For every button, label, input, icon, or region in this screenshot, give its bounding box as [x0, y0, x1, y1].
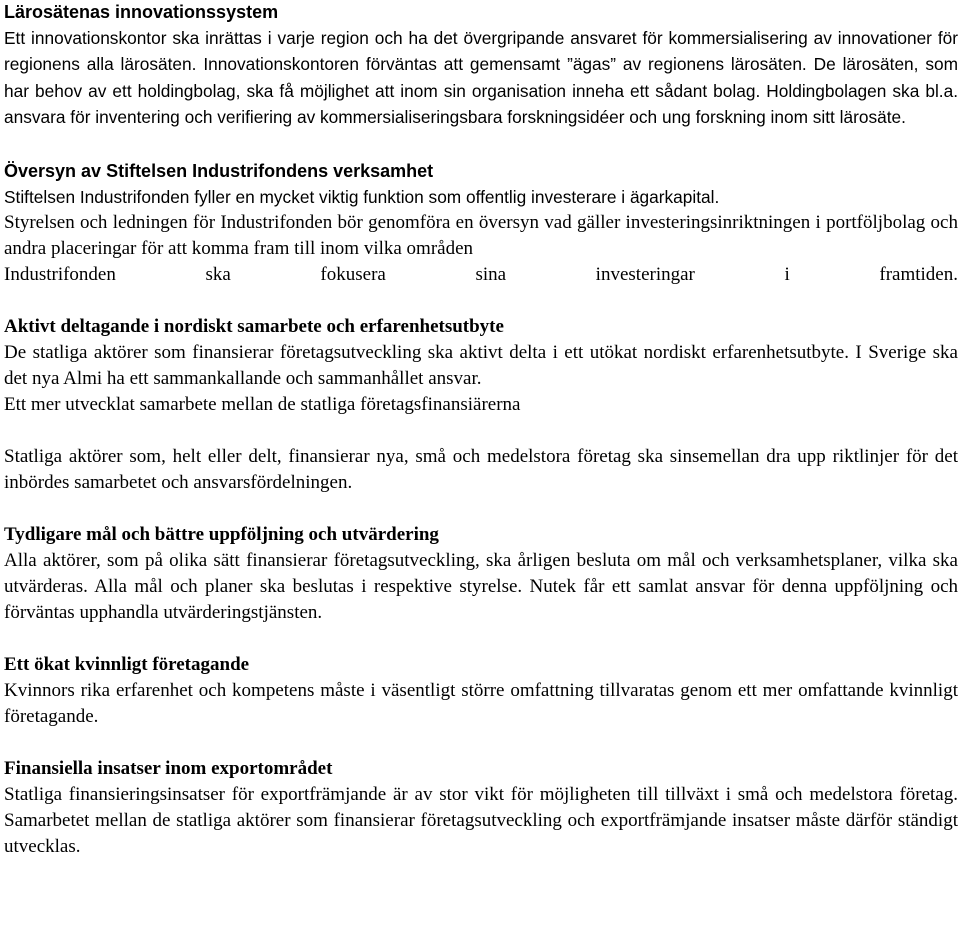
section-body: Statliga finansieringsinsatser för exportfrämjande är av stor vikt för möjligheten till tillväxt i små och medelstora företag. Samarbetet mellan de statliga aktörer som finansierar företagsutveckling och exportfrämjande insatser måste därför ständigt utvecklas.: [4, 784, 958, 858]
section-heading: Aktivt deltagande i nordiskt samarbete och erfarenhetsutbyte: [4, 316, 504, 338]
section-mal-och-uppfoljning: [4, 522, 958, 626]
section-body: Styrelsen och ledningen för Industrifonden bör genomföra en översyn vad gäller investeringsinriktningen i portföljbolag och andra placeringar för att komma fram till inom vilka områden: [4, 212, 958, 260]
section-nordiskt-samarbete: [4, 314, 958, 496]
section-larosatenas-innovationssystem: [4, 0, 958, 130]
section-heading: Finansiella insatser inom exportområdet: [4, 758, 333, 780]
section-heading: Översyn av Stiftelsen Industrifondens verksamhet: [4, 161, 434, 182]
section-exportomradet: [4, 756, 958, 860]
section-body: Ett innovationskontor ska inrättas i varje region och ha det övergripande ansvaret för kommersialisering av innovationer för regionens alla lärosäten. Innovationskontoren förväntas att gemensamt ”ägas” av regionens lärosäten. De lärosäten, som har behov av ett holdingbolag, ska få möjlighet att inom sin organisation inneha ett sådant bolag. Holdingbolagen ska bl.a. ansvara för inventering och verifiering av kommersialiseringsbara forskningsidéer och ung forskning inom sitt lärosäte.: [4, 28, 958, 127]
section-subline: Ett mer utvecklat samarbete mellan de statliga företagsfinansiärerna: [4, 394, 521, 416]
section-body-line1: Stiftelsen Industrifonden fyller en mycket viktig funktion som offentlig investerare i ägarkapital.: [4, 187, 720, 208]
section-body: Alla aktörer, som på olika sätt finansierar företagsutveckling, ska årligen besluta om mål och verksamhetsplaner, vilka ska utvärderas. Alla mål och planer ska beslutas i respektive styrelse. Nutek får ett samlat ansvar för denna uppföljning och förväntas upphandla utvärderingstjänsten.: [4, 550, 958, 624]
section-body: De statliga aktörer som finansierar företagsutveckling ska aktivt delta i ett utökat nordiskt erfarenhetsutbyte. I Sverige ska det nya Almi ha ett sammankallande och sammanhållet ansvar.: [4, 342, 958, 390]
section-body-last-line: Industrifonden ska fokusera sina investeringar i framtiden.: [4, 264, 958, 286]
section-heading: Lärosätenas innovationssystem: [4, 2, 279, 22]
section-kvinnligt-foretagande: [4, 652, 958, 730]
section-industrifonden: [4, 158, 958, 288]
section-heading: Ett ökat kvinnligt företagande: [4, 654, 250, 676]
section-heading: Tydligare mål och bättre uppföljning och utvärdering: [4, 524, 439, 546]
section-body: Kvinnors rika erfarenhet och kompetens måste i väsentligt större omfattning tillvaratas genom ett mer omfattande kvinnligt företagande.: [4, 680, 958, 728]
section-body-2: Statliga aktörer som, helt eller delt, finansierar nya, små och medelstora företag ska sinsemellan dra upp riktlinjer för det inbördes samarbetet och ansvarsfördelningen.: [4, 446, 958, 494]
